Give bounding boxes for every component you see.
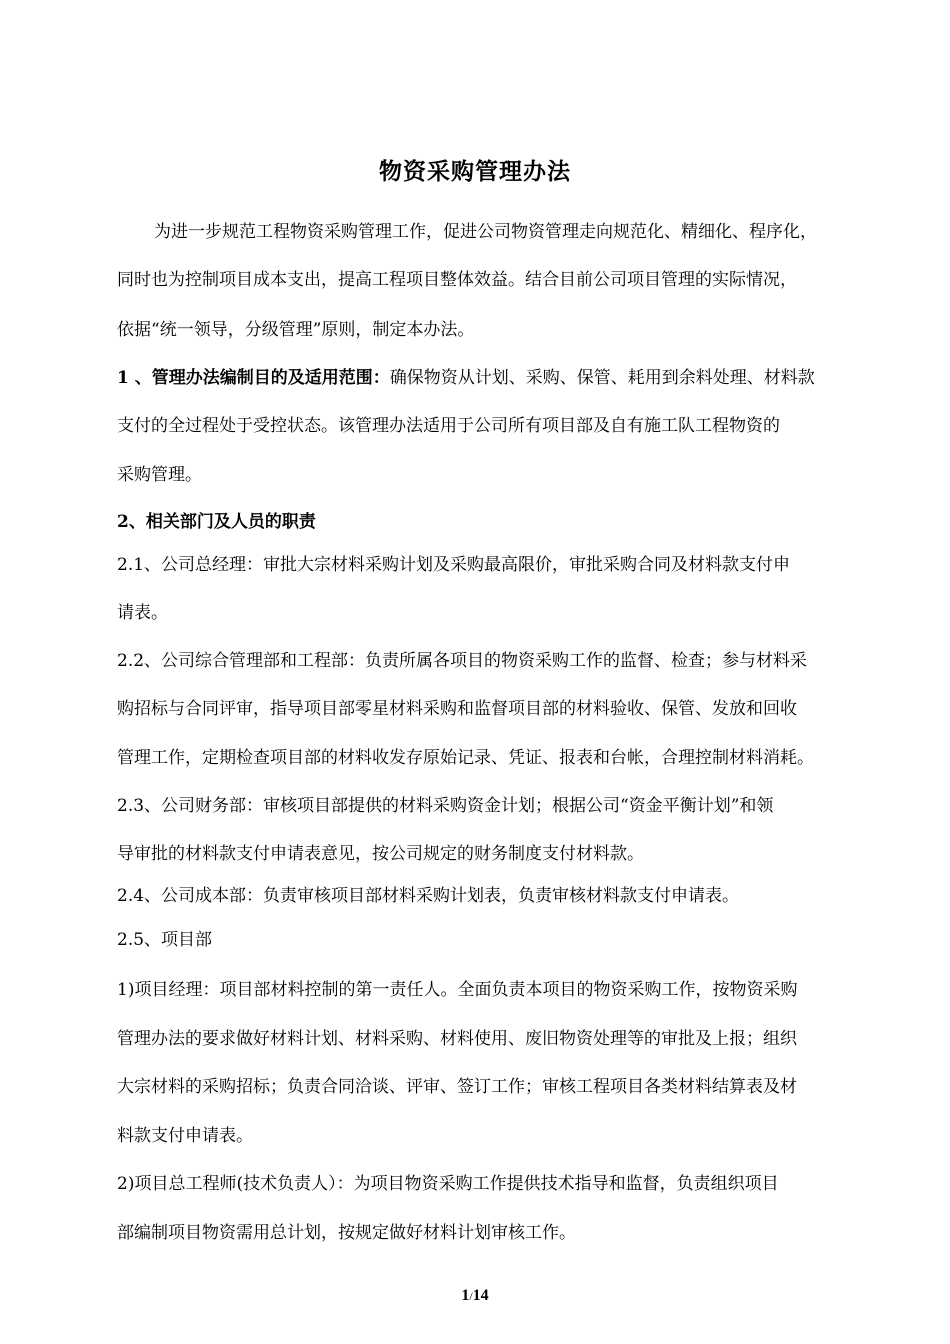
section2-line: 料款支付申请表。: [117, 1126, 253, 1146]
section2-line: 请表。: [117, 603, 168, 623]
section2-line: 2.4、公司成本部：负责审核项目部材料采购计划表，负责审核材料款支付申请表。: [117, 886, 740, 906]
section2-line: 2)项目总工程师(技术负责人）：为项目物资采购工作提供技术指导和监督，负责组织项目: [117, 1174, 779, 1194]
section2-line: 部编制项目物资需用总计划，按规定做好材料计划审核工作。: [117, 1223, 576, 1243]
section1-first-line: [117, 366, 865, 390]
section2-line: 大宗材料的采购招标；负责合同洽谈、评审、签订工作；审核工程项目各类材料结算表及材: [117, 1077, 797, 1097]
section2-line: 2.2、公司综合管理部和工程部：负责所属各项目的物资采购工作的监督、检查；参与材料采: [117, 651, 808, 671]
total-pages-number: 14: [472, 1287, 489, 1304]
section2-line: 2.3、公司财务部：审核项目部提供的材料采购资金计划；根据公司“资金平衡计划”和领: [117, 796, 774, 816]
section2-line: 购招标与合同评审，指导项目部零星材料采购和监督项目部的材料验收、保管、发放和回收: [117, 699, 797, 719]
section2-line: 1)项目经理：项目部材料控制的第一责任人。全面负责本项目的物资采购工作，按物资采购: [117, 980, 798, 1000]
section2-line: 管理办法的要求做好材料计划、材料采购、材料使用、废旧物资处理等的审批及上报；组织: [117, 1029, 797, 1049]
current-page-number: 1: [461, 1287, 470, 1304]
section2-heading: 2、相关部门及人员的职责: [117, 512, 316, 532]
intro-line-2: 同时也为控制项目成本支出，提高工程项目整体效益。结合目前公司项目管理的实际情况，: [117, 270, 797, 290]
page-separator: /: [469, 1289, 473, 1303]
section1-first-text: 确保物资从计划、采购、保管、耗用到余料处理、材料款: [389, 368, 815, 388]
intro-line-1: 为进一步规范工程物资采购管理工作，促进公司物资管理走向规范化、精细化、程序化，: [154, 222, 817, 242]
section1-line: 采购管理。: [117, 465, 202, 485]
section2-line: 2.5、项目部: [117, 930, 213, 950]
page-number: [0, 1287, 950, 1305]
document-title: 物资采购管理办法: [379, 158, 571, 185]
section1-heading: 1 、管理办法编制目的及适用范围：: [117, 368, 390, 388]
section2-line: 导审批的材料款支付申请表意见，按公司规定的财务制度支付材料款。: [117, 844, 644, 864]
section2-line: 2.1、公司总经理：审批大宗材料采购计划及采购最高限价，审批采购合同及材料款支付申: [117, 555, 791, 575]
intro-line-3: 依据“统一领导，分级管理”原则，制定本办法。: [117, 320, 475, 340]
section1-line: 支付的全过程处于受控状态。该管理办法适用于公司所有项目部及自有施工队工程物资的: [117, 416, 780, 436]
section2-line: 管理工作，定期检查项目部的材料收发存原始记录、凭证、报表和台帐，合理控制材料消耗。: [117, 748, 814, 768]
